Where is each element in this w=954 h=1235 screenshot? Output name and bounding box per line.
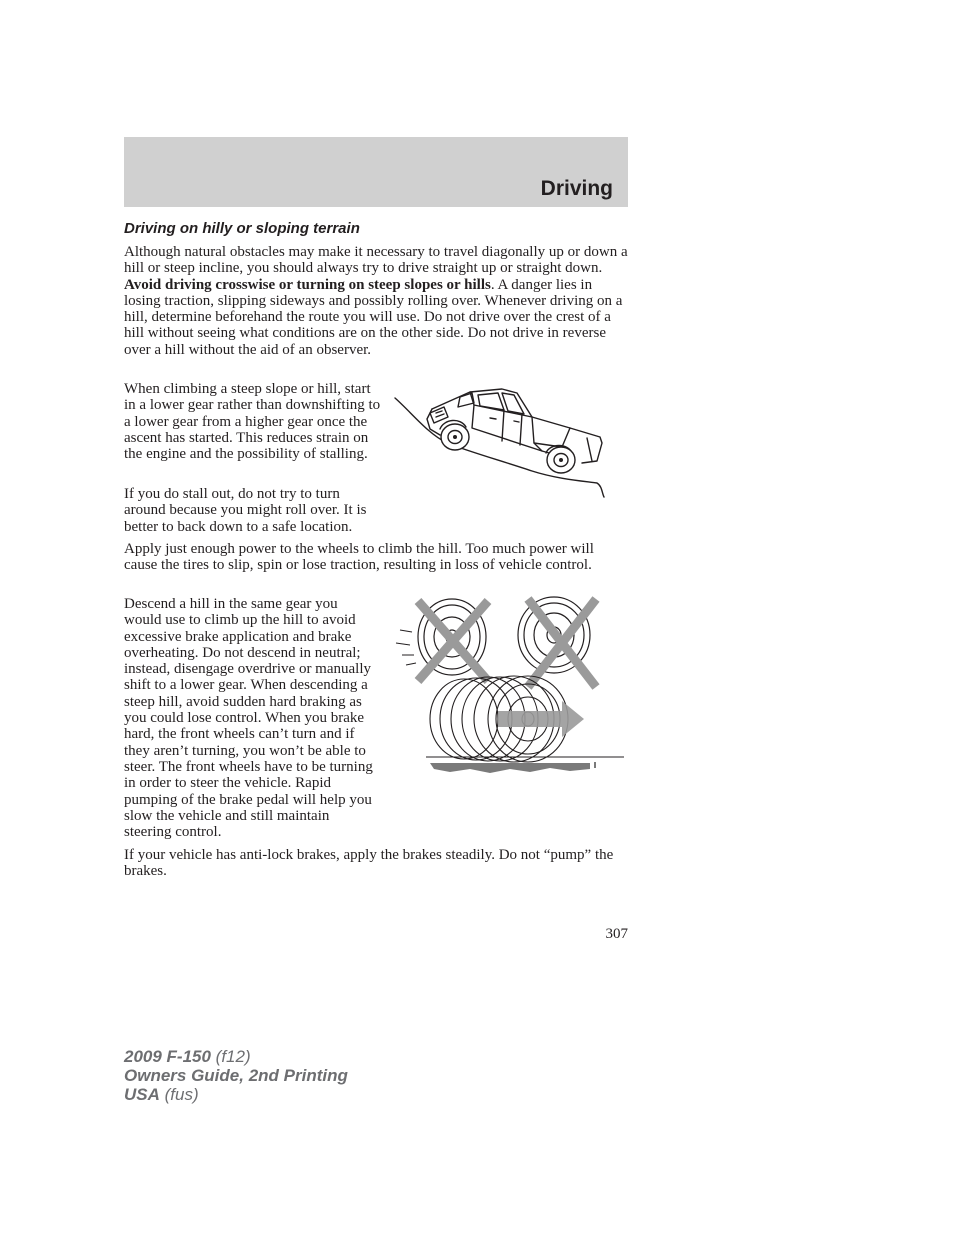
paragraph-antilock: If your vehicle has anti-lock brakes, apply the brakes steadily. Do not “pump” the brakes.	[124, 847, 614, 880]
footer-line-1	[124, 1047, 348, 1066]
footer-printing: Owners Guide, 2nd Printing	[124, 1066, 348, 1085]
footer-market: USA	[124, 1085, 160, 1104]
footer-edition-info	[124, 1047, 348, 1104]
paragraph-text: Descend a hill in the same gear you would use to climb up the hill to avoid excessive brake application and brake overheating. Do not descend in neutral; instead, disengage overdrive or manually shift to a lower gear. When descending a steep hill, avoid sudden hard braking as you could lose control. When you brake hard, the front wheels can’t turn and if they aren’t turning, you won’t be able to steer. The front wheels have to be turning in order to steer the vehicle. Rapid pumping of the brake pedal will help you slow the vehicle and still maintain steering control.	[124, 596, 373, 841]
footer-line-2	[124, 1066, 348, 1085]
paragraph-text: Although natural obstacles may make it necessary to travel diagonally up or down a hill or steep incline, you should always try to drive straight up or straight down.	[124, 244, 628, 277]
subheading: Driving on hilly or sloping terrain	[124, 220, 360, 237]
wheel-braking-illustration	[390, 595, 626, 781]
footer-model-code: (f12)	[210, 1047, 251, 1066]
paragraph-text: . A danger lies in losing traction, slipping sideways and possibly rolling over. Whenever driving on a hill, determine beforehand the route you will use. Do not drive over the crest of a hill without seeing what conditions are on the other side. Do not drive in reverse over a hill without the aid of an observer.	[124, 276, 623, 358]
paragraph-crosswise-warning	[124, 244, 630, 358]
paragraph-descend	[124, 596, 378, 840]
paragraph-power: Apply just enough power to the wheels to climb the hill. Too much power will cause the tires to slip, spin or lose traction, resulting in loss of vehicle control.	[124, 541, 594, 574]
footer-line-3	[124, 1085, 348, 1104]
bold-warning-text: Avoid driving crosswise or turning on steep slopes or hills	[124, 276, 491, 293]
paragraph-text: If you do stall out, do not try to turn around because you might roll over. It is better to back down to a safe location.	[124, 486, 367, 535]
truck-on-hill-illustration	[392, 383, 608, 501]
footer-model: 2009 F-150	[124, 1047, 211, 1066]
paragraph-climbing: When climbing a steep slope or hill, start in a lower gear rather than downshifting to a lower gear from a higher gear once the ascent has started. This reduces strain on the engine and the possibility of stalling.	[124, 381, 381, 463]
footer-market-code: (fus)	[159, 1085, 199, 1104]
paragraph-stall	[124, 486, 384, 535]
page-number: 307	[605, 926, 628, 942]
section-title: Driving	[540, 177, 613, 200]
section-header-band	[124, 137, 628, 207]
